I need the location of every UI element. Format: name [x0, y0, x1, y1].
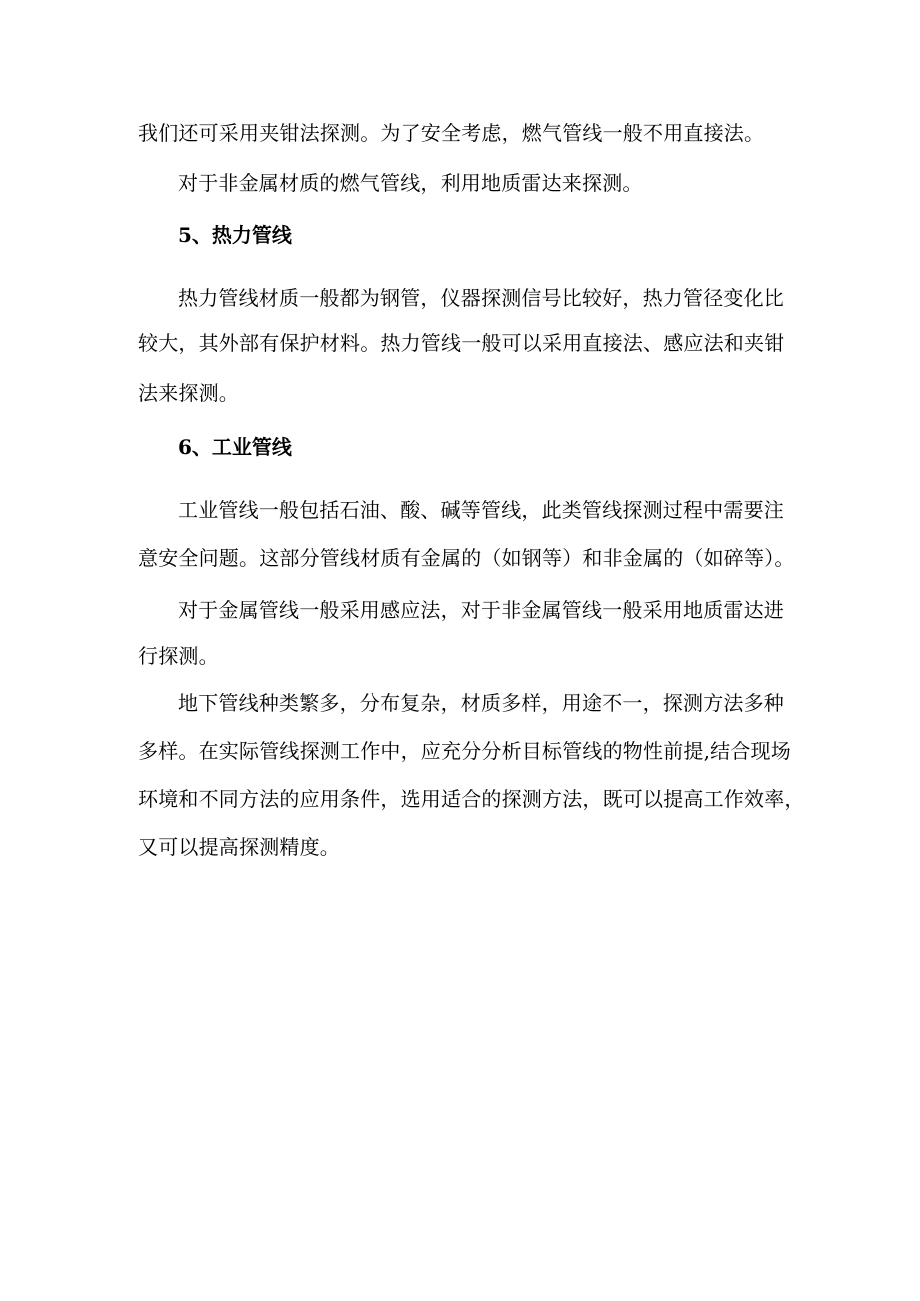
- paragraph-line: 对于金属管线一般采用感应法，对于非金属管线一般采用地质雷达进: [178, 598, 784, 622]
- paragraph-line: 行探测。: [138, 644, 219, 668]
- paragraph-line: 地下管线种类繁多，分布复杂，材质多样，用途不一，探测方法多种: [178, 691, 784, 715]
- paragraph-line: 又可以提高探测精度。: [138, 835, 340, 859]
- paragraph-line: 对于非金属材质的燃气管线，利用地质雷达来探测。: [178, 171, 643, 195]
- section-heading-5: 5、热力管线: [178, 223, 292, 247]
- paragraph-line: 多样。在实际管线探测工作中，应充分分析目标管线的物性前提,结合现场: [138, 739, 791, 763]
- paragraph-line: 环境和不同方法的应用条件，选用适合的探测方法，既可以提高工作效率，: [138, 787, 805, 811]
- section-heading-6: 6、工业管线: [178, 435, 292, 459]
- paragraph-line: 我们还可采用夹钳法探测。为了安全考虑，燃气管线一般不用直接法。: [138, 121, 765, 145]
- paragraph-line: 较大，其外部有保护材料。热力管线一般可以采用直接法、感应法和夹钳: [138, 331, 785, 355]
- paragraph-line: 工业管线一般包括石油、酸、碱等管线，此类管线探测过程中需要注: [178, 498, 784, 522]
- paragraph-line: 意安全问题。这部分管线材质有金属的（如钢等）和非金属的（如碎等）。: [138, 546, 795, 570]
- paragraph-line: 法来探测。: [138, 381, 239, 405]
- paragraph-line: 热力管线材质一般都为钢管，仪器探测信号比较好，热力管径变化比: [178, 286, 784, 310]
